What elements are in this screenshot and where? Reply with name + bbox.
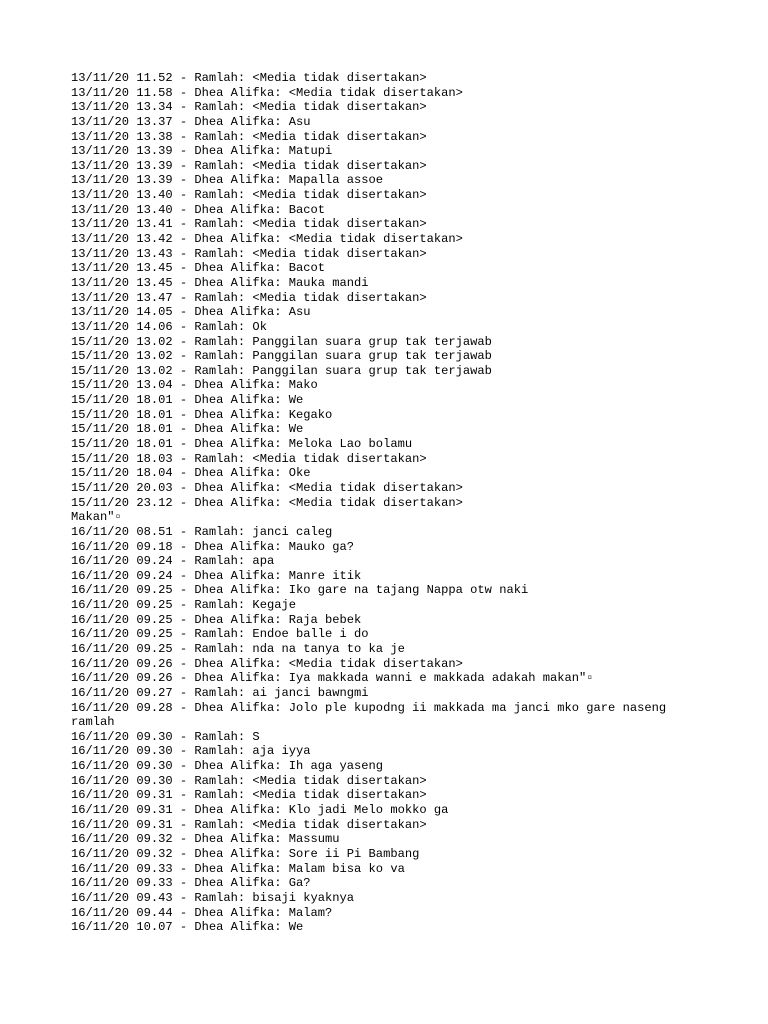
chat-line: 13/11/20 11.58 - Dhea Alifka: <Media tidak disertakan> (71, 85, 463, 100)
chat-line: 13/11/20 13.45 - Dhea Alifka: Bacot (71, 261, 326, 276)
chat-line: 15/11/20 13.02 - Ramlah: Panggilan suara grup tak terjawab (71, 363, 492, 378)
chat-line: ramlah (71, 715, 115, 730)
chat-line: 16/11/20 09.30 - Ramlah: S (71, 729, 260, 744)
chat-line: 16/11/20 09.26 - Dhea Alifka: Iya makkada wanni e makkada adakah makan"▫ (71, 671, 594, 686)
chat-line: 13/11/20 13.47 - Ramlah: <Media tidak disertakan> (71, 290, 427, 305)
chat-line: 16/11/20 09.25 - Ramlah: nda na tanya to ka je (71, 641, 405, 656)
chat-line: 13/11/20 13.39 - Ramlah: <Media tidak disertakan> (71, 158, 427, 173)
chat-line: Makan"▫ (71, 510, 122, 525)
chat-line: 16/11/20 09.31 - Ramlah: <Media tidak disertakan> (71, 788, 427, 803)
chat-line: 13/11/20 14.06 - Ramlah: Ok (71, 319, 267, 334)
chat-line: 16/11/20 09.25 - Dhea Alifka: Iko gare na tajang Nappa otw naki (71, 583, 529, 598)
chat-line: 16/11/20 09.32 - Dhea Alifka: Massumu (71, 832, 340, 847)
chat-line: 16/11/20 09.25 - Dhea Alifka: Raja bebek (71, 612, 362, 627)
chat-line: 13/11/20 13.43 - Ramlah: <Media tidak disertakan> (71, 246, 427, 261)
chat-line: 16/11/20 09.33 - Dhea Alifka: Malam bisa ko va (71, 861, 405, 876)
chat-line: 13/11/20 13.41 - Ramlah: <Media tidak disertakan> (71, 217, 427, 232)
chat-line: 15/11/20 18.01 - Dhea Alifka: Kegako (71, 407, 333, 422)
chat-line: 16/11/20 09.30 - Dhea Alifka: Ih aga yaseng (71, 759, 384, 774)
chat-line: 13/11/20 11.52 - Ramlah: <Media tidak disertakan> (71, 71, 427, 85)
chat-line: 16/11/20 09.31 - Ramlah: <Media tidak disertakan> (71, 817, 427, 832)
chat-line: 15/11/20 18.01 - Dhea Alifka: Meloka Lao bolamu (71, 437, 413, 452)
chat-line: 15/11/20 23.12 - Dhea Alifka: <Media tidak disertakan> (71, 495, 463, 510)
chat-line: 16/11/20 09.44 - Dhea Alifka: Malam? (71, 905, 333, 920)
chat-line: 13/11/20 13.37 - Dhea Alifka: Asu (71, 114, 311, 129)
chat-line: 13/11/20 14.05 - Dhea Alifka: Asu (71, 305, 311, 320)
chat-line: 13/11/20 13.39 - Dhea Alifka: Matupi (71, 144, 333, 159)
chat-line: 13/11/20 13.45 - Dhea Alifka: Mauka mandi (71, 275, 369, 290)
chat-line: 16/11/20 10.07 - Dhea Alifka: We (71, 920, 304, 935)
chat-line: 13/11/20 13.34 - Ramlah: <Media tidak disertakan> (71, 100, 427, 115)
chat-line: 16/11/20 09.43 - Ramlah: bisaji kyaknya (71, 890, 355, 905)
chat-line: 15/11/20 13.02 - Ramlah: Panggilan suara grup tak terjawab (71, 334, 492, 349)
chat-line: 16/11/20 09.33 - Dhea Alifka: Ga? (71, 876, 311, 891)
chat-line: 16/11/20 09.24 - Ramlah: apa (71, 554, 275, 569)
chat-line: 16/11/20 09.30 - Ramlah: <Media tidak disertakan> (71, 773, 427, 788)
chat-line: 13/11/20 13.40 - Ramlah: <Media tidak disertakan> (71, 188, 427, 203)
chat-line: 15/11/20 18.03 - Ramlah: <Media tidak disertakan> (71, 451, 427, 466)
chat-log-document (71, 71, 731, 935)
chat-line: 13/11/20 13.42 - Dhea Alifka: <Media tidak disertakan> (71, 232, 463, 247)
chat-line: 16/11/20 09.28 - Dhea Alifka: Jolo ple kupodng ii makkada ma janci mko gare naseng (71, 700, 667, 715)
chat-line: 16/11/20 09.27 - Ramlah: ai janci bawngmi (71, 685, 369, 700)
chat-line: 13/11/20 13.40 - Dhea Alifka: Bacot (71, 202, 326, 217)
chat-line: 13/11/20 13.38 - Ramlah: <Media tidak disertakan> (71, 129, 427, 144)
chat-line: 13/11/20 13.39 - Dhea Alifka: Mapalla assoe (71, 173, 384, 188)
chat-line: 16/11/20 09.24 - Dhea Alifka: Manre itik (71, 568, 362, 583)
chat-line: 16/11/20 09.30 - Ramlah: aja iyya (71, 744, 311, 759)
chat-line: 15/11/20 13.02 - Ramlah: Panggilan suara grup tak terjawab (71, 349, 492, 364)
chat-line: 16/11/20 09.25 - Ramlah: Kegaje (71, 598, 296, 613)
chat-line: 15/11/20 13.04 - Dhea Alifka: Mako (71, 378, 318, 393)
chat-line: 16/11/20 09.25 - Ramlah: Endoe balle i do (71, 627, 369, 642)
chat-line: 16/11/20 09.31 - Dhea Alifka: Klo jadi Melo mokko ga (71, 803, 449, 818)
chat-line: 15/11/20 20.03 - Dhea Alifka: <Media tidak disertakan> (71, 480, 463, 495)
chat-line: 16/11/20 09.32 - Dhea Alifka: Sore ii Pi Bambang (71, 846, 420, 861)
chat-line: 15/11/20 18.01 - Dhea Alifka: We (71, 422, 304, 437)
chat-line: 16/11/20 09.18 - Dhea Alifka: Mauko ga? (71, 539, 355, 554)
chat-line: 15/11/20 18.01 - Dhea Alifka: We (71, 393, 304, 408)
chat-line: 16/11/20 08.51 - Ramlah: janci caleg (71, 524, 333, 539)
chat-line: 15/11/20 18.04 - Dhea Alifka: Oke (71, 466, 311, 481)
chat-line: 16/11/20 09.26 - Dhea Alifka: <Media tidak disertakan> (71, 656, 463, 671)
